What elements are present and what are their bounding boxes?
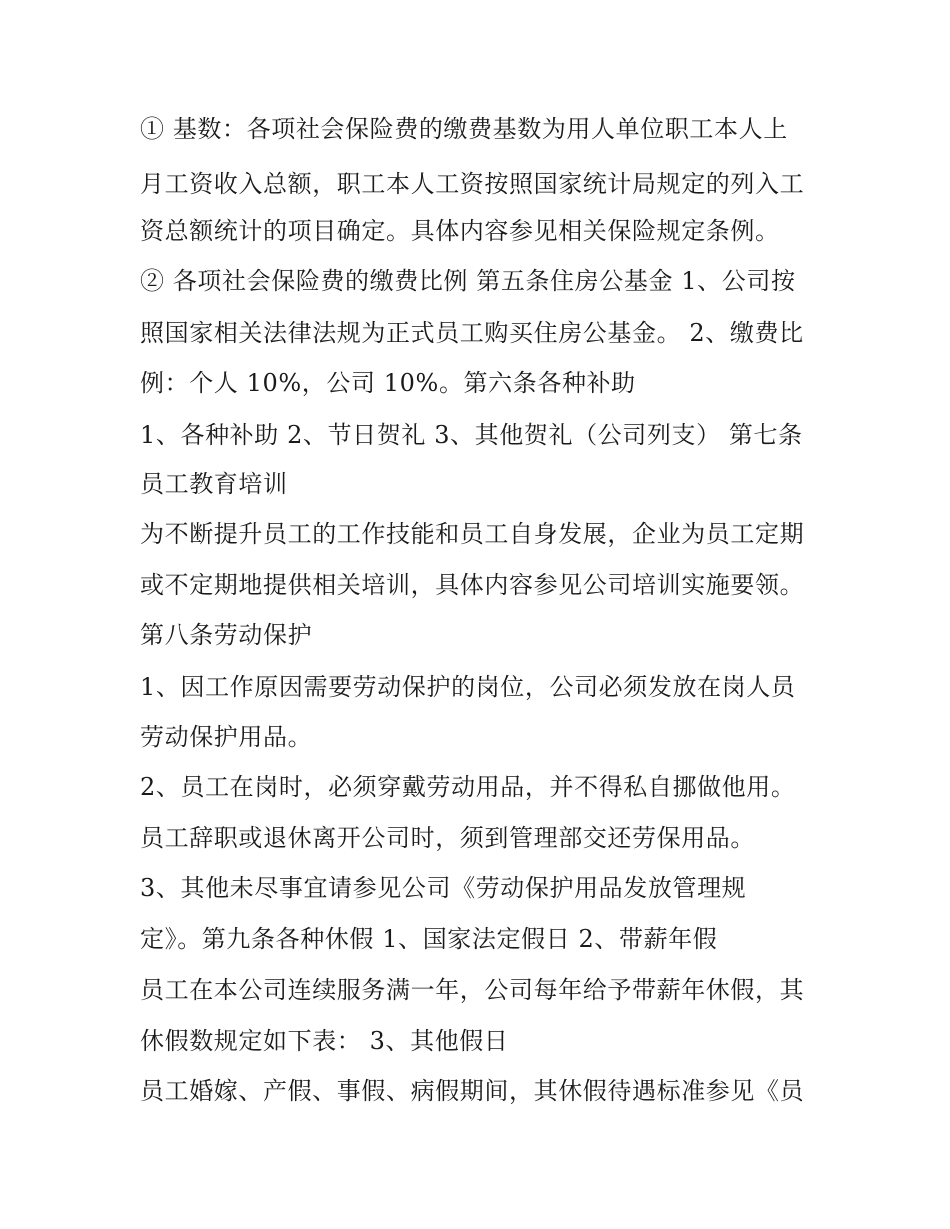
text-line: 资总额统计的项目确定。具体内容参见相关保险规定条例。 [140, 217, 780, 245]
text-line: ② 各项社会保险费的缴费比例 第五条住房公基金 1、公司按 [140, 267, 796, 295]
text-line: 定》。第九条各种休假 1、国家法定假日 2、带薪年假 [140, 925, 718, 953]
text-line: 劳动保护用品。 [140, 723, 313, 751]
text-line: 照国家相关法律法规为正式员工购买住房公基金。 2、缴费比 [140, 319, 804, 347]
text-line: 2、员工在岗时，必须穿戴劳动用品，并不得私自挪做他用。 [140, 773, 796, 801]
text-line: 例：个人 10%，公司 10%。第六条各种补助 [140, 369, 636, 397]
text-line: 月工资收入总额，职工本人工资按照国家统计局规定的列入工 [140, 170, 805, 198]
text-line: 员工教育培训 [140, 470, 288, 498]
text-line: 员工在本公司连续服务满一年，公司每年给予带薪年休假，其 [140, 976, 805, 1004]
text-line: 员工婚嫁、产假、事假、病假期间，其休假待遇标准参见《员 [140, 1077, 805, 1105]
text-line: ① 基数：各项社会保险费的缴费基数为用人单位职工本人上 [140, 115, 788, 143]
section-heading: 第八条劳动保护 [140, 621, 313, 649]
text-line: 1、因工作原因需要劳动保护的岗位，公司必须发放在岗人员 [140, 673, 796, 701]
text-line: 3、其他未尽事宜请参见公司《劳动保护用品发放管理规 [140, 874, 747, 902]
text-line: 为不断提升员工的工作技能和员工自身发展，企业为员工定期 [140, 520, 805, 548]
text-line: 休假数规定如下表： 3、其他假日 [140, 1027, 509, 1055]
text-line: 或不定期地提供相关培训，具体内容参见公司培训实施要领。 [140, 571, 805, 599]
text-line: 员工辞职或退休离开公司时，须到管理部交还劳保用品。 [140, 824, 755, 852]
text-line: 1、各种补助 2、节日贺礼 3、其他贺礼（公司列支） 第七条 [140, 421, 803, 449]
